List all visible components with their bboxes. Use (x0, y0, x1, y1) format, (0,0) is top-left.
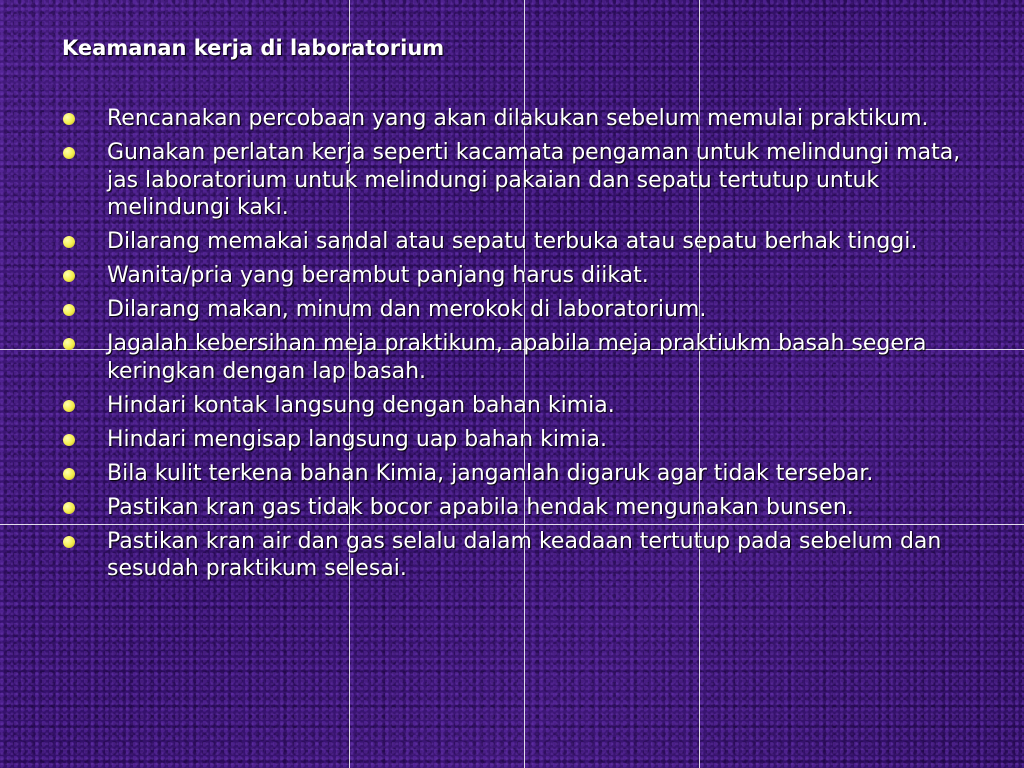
bullet-item (60, 528, 995, 583)
bullet-list (60, 105, 995, 589)
bullet-text: Dilarang memakai sandal atau sepatu terbuka atau sepatu berhak tinggi. (107, 229, 918, 254)
bullet-item (60, 460, 995, 488)
bullet-text: Wanita/pria yang berambut panjang harus diikat. (107, 263, 649, 288)
bullet-text: Hindari mengisap langsung uap bahan kimia. (107, 426, 607, 452)
bullet-dot-icon (63, 400, 75, 412)
bullet-item (60, 426, 995, 454)
bullet-text: Gunakan perlatan kerja seperti kacamata pengaman untuk melindungi mata, jas laboratorium untuk melindungi pakaian dan sepatu tertutup untuk melindungi kaki. (107, 140, 961, 220)
bullet-dot-icon (63, 113, 75, 125)
bullet-dot-icon (63, 147, 75, 159)
bullet-text: Dilarang makan, minum dan merokok di laboratorium. (107, 297, 707, 322)
bullet-dot-icon (63, 434, 75, 446)
bullet-dot-icon (63, 502, 75, 514)
bullet-dot-icon (63, 270, 75, 282)
bullet-dot-icon (63, 468, 75, 480)
bullet-text: Pastikan kran gas tidak bocor apabila hendak mengunakan bunsen. (107, 494, 854, 520)
bullet-item (60, 392, 995, 420)
bullet-dot-icon (63, 304, 75, 316)
bullet-item (60, 105, 995, 133)
bullet-item (60, 296, 995, 324)
bullet-item (60, 139, 995, 222)
slide-title: Keamanan kerja di laboratorium (62, 36, 445, 60)
bullet-item (60, 262, 995, 290)
bullet-dot-icon (63, 338, 75, 350)
bullet-item (60, 494, 995, 522)
bullet-text: Jagalah kebersihan meja praktikum, apabila meja praktiukm basah segera keringkan dengan lap basah. (107, 331, 927, 384)
bullet-text: Bila kulit terkena bahan Kimia, janganlah digaruk agar tidak tersebar. (107, 460, 874, 486)
bullet-dot-icon (63, 236, 75, 248)
bullet-dot-icon (63, 536, 75, 548)
bullet-text: Rencanakan percobaan yang akan dilakukan sebelum memulai praktikum. (107, 106, 929, 131)
bullet-text: Hindari kontak langsung dengan bahan kimia. (107, 392, 615, 418)
bullet-text: Pastikan kran air dan gas selalu dalam keadaan tertutup pada sebelum dan sesudah praktikum selesai. (107, 528, 942, 581)
bullet-item (60, 330, 995, 385)
bullet-item (60, 228, 995, 256)
